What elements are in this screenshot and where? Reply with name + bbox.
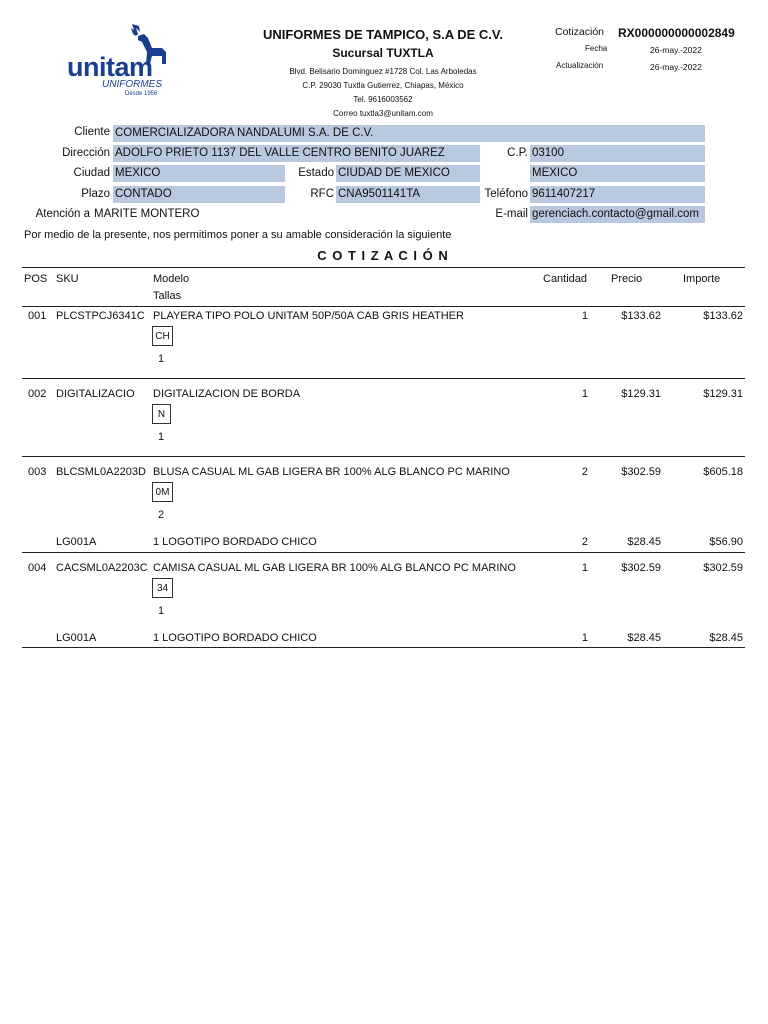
company-address1: Blvd. Belisario Dominguez #1728 Col. Las Arboledas xyxy=(289,67,477,76)
row-pos: 001 xyxy=(28,310,47,322)
row-size-qty: 1 xyxy=(158,353,165,365)
ciudad-label: Ciudad xyxy=(73,167,110,179)
row-sku: BLCSML0A2203D xyxy=(56,466,146,478)
logo-since: Desde 1956 xyxy=(125,91,158,97)
actualizacion-value: 26-may.-2022 xyxy=(650,62,702,72)
estado-label: Estado xyxy=(298,167,334,179)
row-precio: $133.62 xyxy=(621,310,661,322)
estado-field: CIUDAD DE MEXICO xyxy=(336,165,480,182)
row-extra-cantidad: 2 xyxy=(581,536,588,548)
fecha-value: 26-may.-2022 xyxy=(650,45,702,55)
row-modelo: DIGITALIZACION DE BORDA xyxy=(153,388,301,400)
table-top-rule xyxy=(22,267,745,268)
company-branch: Sucursal TUXTLA xyxy=(332,46,434,60)
row-extra-precio: $28.45 xyxy=(627,536,661,548)
row-rule xyxy=(22,378,745,379)
row-extra-importe: $28.45 xyxy=(709,632,743,644)
row-cantidad: 1 xyxy=(581,310,588,322)
row-extra-importe: $56.90 xyxy=(709,536,743,548)
pais-field: MEXICO xyxy=(530,165,705,182)
cotizacion-value: RX000000000002849 xyxy=(618,26,735,40)
th-pos: POS xyxy=(24,273,48,285)
plazo-label: Plazo xyxy=(81,188,110,200)
company-email: Correo tuxtla3@unitam.com xyxy=(333,109,433,118)
row-sku: DIGITALIZACIO xyxy=(56,388,135,400)
row-precio: $302.59 xyxy=(621,466,661,478)
row-pos: 002 xyxy=(28,388,47,400)
row-extra-cantidad: 1 xyxy=(581,632,588,644)
table-header-rule xyxy=(22,306,745,307)
telefono-label: Teléfono xyxy=(484,188,528,200)
actualizacion-label: Actualización xyxy=(556,61,604,70)
logo-brand: unitam xyxy=(67,52,153,82)
company-address2: C.P. 29030 Tuxtla Gutierrez, Chiapas, México xyxy=(302,81,464,90)
row-size-box: 34 xyxy=(152,578,173,598)
row-size-qty: 1 xyxy=(158,605,165,617)
cp-field: 03100 xyxy=(530,145,705,162)
row-precio: $302.59 xyxy=(621,562,661,574)
row-importe: $302.59 xyxy=(703,562,743,574)
row-extra-modelo: 1 LOGOTIPO BORDADO CHICO xyxy=(153,536,317,548)
row-sku: CACSML0A2203C xyxy=(56,562,148,574)
row-size-box: CH xyxy=(152,326,173,346)
th-importe: Importe xyxy=(683,273,721,285)
company-name: UNIFORMES DE TAMPICO, S.A DE C.V. xyxy=(262,27,504,42)
ciudad-field: MEXICO xyxy=(113,165,285,182)
direccion-field: ADOLFO PRIETO 1137 DEL VALLE CENTRO BENITO JUAREZ xyxy=(113,145,480,162)
plazo-field: CONTADO xyxy=(113,186,285,203)
row-sku: PLCSTPCJ6341C xyxy=(56,310,145,322)
row-rule xyxy=(22,456,745,457)
row-precio: $129.31 xyxy=(621,388,661,400)
th-tallas: Tallas xyxy=(153,290,182,302)
row-modelo: BLUSA CASUAL ML GAB LIGERA BR 100% ALG BLANCO PC MARINO xyxy=(153,466,510,478)
cp-label: C.P. xyxy=(507,147,528,159)
document-title: C O T I Z A C I Ó N xyxy=(317,248,449,263)
row-importe: $129.31 xyxy=(703,388,743,400)
email-label: E-mail xyxy=(495,208,528,220)
row-extra-sku: LG001A xyxy=(56,536,97,548)
row-cantidad: 2 xyxy=(581,466,588,478)
company-phone: Tel. 9616003562 xyxy=(353,95,413,104)
row-pos: 003 xyxy=(28,466,47,478)
th-modelo: Modelo xyxy=(153,273,190,285)
company-logo xyxy=(62,22,177,100)
rfc-field: CNA9501141TA xyxy=(336,186,480,203)
telefono-field: 9611407217 xyxy=(530,186,705,203)
logo-sub: UNIFORMES xyxy=(102,79,162,90)
row-size-box: 0M xyxy=(152,482,173,502)
intro-text: Por medio de la presente, nos permitimos poner a su amable consideración la siguiente xyxy=(24,229,452,241)
email-field: gerenciach.contacto@gmail.com xyxy=(530,206,705,223)
row-size-qty: 1 xyxy=(158,431,165,443)
row-cantidad: 1 xyxy=(581,388,588,400)
row-cantidad: 1 xyxy=(581,562,588,574)
fecha-label: Fecha xyxy=(585,44,608,53)
row-rule xyxy=(22,647,745,648)
row-rule xyxy=(22,552,745,553)
row-extra-modelo: 1 LOGOTIPO BORDADO CHICO xyxy=(153,632,317,644)
cliente-field: COMERCIALIZADORA NANDALUMI S.A. DE C.V. xyxy=(113,125,705,142)
atencion-label: Atención a xyxy=(35,208,90,220)
row-modelo: PLAYERA TIPO POLO UNITAM 50P/50A CAB GRIS HEATHER xyxy=(153,310,464,322)
th-precio: Precio xyxy=(611,273,643,285)
cliente-label: Cliente xyxy=(74,126,110,138)
cotizacion-label: Cotización xyxy=(555,26,605,38)
atencion-value: MARITE MONTERO xyxy=(94,208,200,220)
row-pos: 004 xyxy=(28,562,47,574)
row-modelo: CAMISA CASUAL ML GAB LIGERA BR 100% ALG BLANCO PC MARINO xyxy=(153,562,516,574)
rfc-label: RFC xyxy=(310,188,334,200)
row-extra-sku: LG001A xyxy=(56,632,97,644)
th-sku: SKU xyxy=(56,273,79,285)
direccion-label: Dirección xyxy=(62,147,110,159)
row-size-box: N xyxy=(152,404,171,424)
row-importe: $605.18 xyxy=(703,466,743,478)
row-size-qty: 2 xyxy=(158,509,165,521)
th-cantidad: Cantidad xyxy=(543,273,588,285)
row-importe: $133.62 xyxy=(703,310,743,322)
row-extra-precio: $28.45 xyxy=(627,632,661,644)
